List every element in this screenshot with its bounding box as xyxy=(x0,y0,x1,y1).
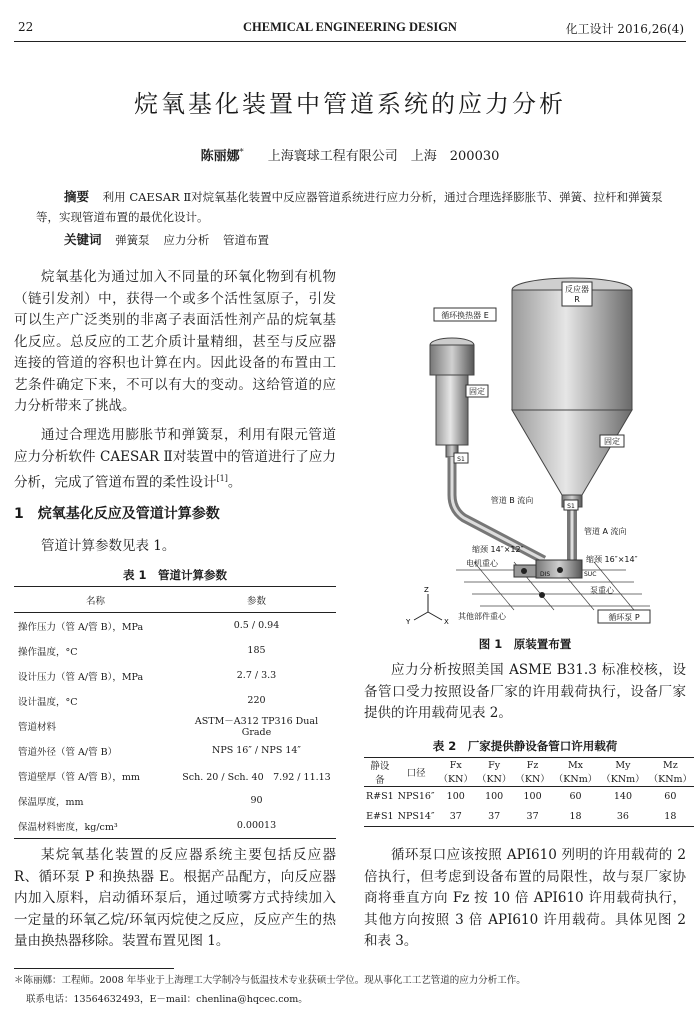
footnote-rule xyxy=(14,968,174,969)
table-header-cell: Mz （KNm） xyxy=(648,759,693,785)
axis-y-label: Y xyxy=(406,618,411,626)
table-cell: 60 xyxy=(664,791,677,803)
abstract-text: 利用 CAESAR Ⅱ对烷氧基化装置中反应器管道系统进行应力分析，通过合理选择膨胀节、弹簧、拉杆和弹簧泵等，实现管道布置的最优化设计。 xyxy=(36,190,663,224)
keyword: 弹簧泵 xyxy=(115,233,150,247)
footnote-contact: 联系电话：13564632493，E－mail：chenlina@hqcec.com。 xyxy=(26,994,308,1005)
keywords xyxy=(64,230,694,250)
figure1-caption: 图 1 原装置布置 xyxy=(478,637,572,651)
table-cell: 设计压力（管 A/管 B），MPa xyxy=(18,671,144,683)
axis-z-label: Z xyxy=(424,586,429,594)
table-cell: 保温厚度，mm xyxy=(18,796,84,808)
table-header-cell: 口径 xyxy=(406,768,426,779)
table-header-cell: 静设备 xyxy=(370,761,390,786)
table-row xyxy=(14,763,336,788)
body-paragraph-5: 应力分析按照美国 ASME B31.3 标准校核，设备管口受力按照设备厂家的许用载荷执行，设备厂家提供的许用载荷见表 2。 xyxy=(364,662,686,721)
table-cell: ASTM－A312 TP316 Dual Grade xyxy=(194,716,319,738)
axis-indicator xyxy=(414,594,442,620)
table-cell: 操作温度，°C xyxy=(18,646,78,658)
reducer-left-label: 缩颈 14″×12″ xyxy=(472,545,524,554)
table-cell: 0.00013 xyxy=(236,820,277,831)
exchanger-label: 循环换热器 E xyxy=(441,311,489,320)
table-cell: 185 xyxy=(247,645,266,656)
reactor-id-label: R xyxy=(574,295,580,304)
table-cell: 设计温度，°C xyxy=(18,696,78,708)
table-header-cell: Mx （KNm） xyxy=(553,759,598,785)
table-header-cell: My （KNm） xyxy=(601,759,645,785)
table-cell: 37 xyxy=(449,810,462,822)
table-header-cell: Fz （KN） xyxy=(515,759,550,785)
journal-name: CHEMICAL ENGINEERING DESIGN xyxy=(243,20,457,34)
table-cell: 管道材料 xyxy=(18,721,57,733)
reducer-right-label: 缩颈 16″×14″ xyxy=(586,555,638,564)
table-cell: 36 xyxy=(616,810,629,822)
author-line xyxy=(0,145,700,164)
keyword: 管道布置 xyxy=(222,233,269,247)
fixed-label: 固定 xyxy=(604,437,620,446)
body-paragraph-4: 某烷氧基化装置的反应器系统主要包括反应器 R、循环泵 P 和换热器 E。根据产品配方，向反应器内加入原料，启动循环泵后，通过喷雾方式持续加入一定量的环氧乙烷/环氧丙烷使之反应，反应产生的热量由换热器移除。装置布置见图 1。 xyxy=(14,847,336,949)
keywords-label: 关键词 xyxy=(64,232,102,247)
s1-left-label: S1 xyxy=(457,456,465,463)
table-row xyxy=(14,613,336,639)
table-row xyxy=(364,787,694,807)
keyword: 应力分析 xyxy=(163,233,210,247)
figure1-illustration xyxy=(364,270,686,632)
table-cell: 2.7 / 3.3 xyxy=(236,670,277,681)
reactor xyxy=(512,278,632,507)
abstract xyxy=(36,187,666,227)
s1-right-label: S1 xyxy=(567,503,575,510)
pipe-a-flow-label: 管道 A 流向 xyxy=(584,527,627,536)
suc-label: SUC xyxy=(584,571,597,578)
table-cell: 0.5 / 0.94 xyxy=(233,620,280,631)
dis-label: DIS xyxy=(540,571,551,578)
pump xyxy=(514,560,582,598)
table-cell: Sch. 20 / Sch. 40 7.92 / 11.13 xyxy=(182,771,331,783)
table-row xyxy=(14,713,336,738)
table-cell: 100 xyxy=(485,791,504,803)
affiliation: 上海寰球工程有限公司 上海 200030 xyxy=(267,149,500,164)
table-cell: R#S1 xyxy=(366,791,394,803)
other-cg-label: 其他部件重心 xyxy=(458,612,506,621)
table-header-cell: 名称 xyxy=(85,595,105,607)
table-cell: 220 xyxy=(247,695,266,706)
table-cell: E#S1 xyxy=(366,810,394,822)
table-header-row xyxy=(14,587,336,613)
table2-caption: 表 2 厂家提供静设备管口许用载荷 xyxy=(432,739,618,753)
table-row xyxy=(14,813,336,839)
table-header-cell: 参数 xyxy=(246,595,266,607)
table-row xyxy=(364,807,694,827)
table-row xyxy=(14,638,336,663)
header-rule xyxy=(14,41,686,42)
author-name: 陈丽娜 xyxy=(200,149,240,164)
table-cell: 操作压力（管 A/管 B），MPa xyxy=(18,621,144,633)
table-cell: 100 xyxy=(446,791,465,803)
article-title: 烷氧基化装置中管道系统的应力分析 xyxy=(134,90,566,118)
table-row xyxy=(14,688,336,713)
table-cell: 18 xyxy=(569,810,582,822)
reference-mark: [1] xyxy=(216,474,228,483)
reactor-label: 反应器 xyxy=(565,285,589,294)
pump-label: 循环泵 P xyxy=(608,613,640,622)
footnote-author: ＊陈丽娜：工程师。2008 年毕业于上海理工大学制冷与低温技术专业获硕士学位。现从事化工工艺管道的应力分析工作。 xyxy=(14,975,526,986)
table-cell: 60 xyxy=(569,791,582,803)
table-cell: 37 xyxy=(488,810,501,822)
table-row xyxy=(14,788,336,813)
body-paragraph-1: 烷氧基化为通过加入不同量的环氧化物到有机物（链引发剂）中，获得一个或多个活性氢原子，引发可以生产广泛类别的非离子表面活性剂产品的烷氧基化反应。总反应的工艺介质计量精细，甚至与反应器连接的管道的容积也计算在内。因此设备的布置由工艺条件确定下来，不可以有大的变动。这给管道的应力分析带来了挑战。 xyxy=(14,269,336,414)
table-cell: NPS16″ xyxy=(397,791,435,803)
table-row xyxy=(14,663,336,688)
journal-issue: 化工设计 2016,26(4) xyxy=(565,22,684,36)
page-number: 22 xyxy=(18,20,34,34)
pipe-b-flow-label: 管道 B 流向 xyxy=(490,496,534,505)
table-header-row xyxy=(364,758,694,787)
axis-x-label: X xyxy=(444,618,449,626)
table1-caption: 表 1 管道计算参数 xyxy=(122,568,227,582)
table-cell: NPS 16″ / NPS 14″ xyxy=(212,745,301,756)
author-mark: * xyxy=(239,147,244,157)
table-cell: 保温材料密度，kg/cm³ xyxy=(18,821,118,833)
section-heading: 1 烷氧基化反应及管道计算参数 xyxy=(14,506,220,522)
pump-cg-label: 泵重心 xyxy=(590,586,614,595)
table-cell: 18 xyxy=(664,810,677,822)
abstract-label: 摘要 xyxy=(64,189,90,204)
table-cell: 140 xyxy=(613,791,632,803)
body-paragraph-2: 通过合理选用膨胀节和弹簧泵，利用有限元管道应力分析软件 CAESAR Ⅱ对装置中的管道进行了应力分析，完成了管道布置的柔性设计[1]。 xyxy=(14,427,336,491)
body-paragraph-3: 管道计算参数见表 1。 xyxy=(41,538,176,554)
body-paragraph-6: 循环泵口应该按照 API610 列明的许用载荷的 2 倍执行，但考虑到设备布置的局限性，故与泵厂家协商将垂直方向 Fz 按 10 倍 API610 许用载荷执行，其他方向按照 3 倍 API610 许用载荷。具体见图 2 和表 3。 xyxy=(364,847,686,949)
table2 xyxy=(364,757,694,827)
table-header-cell: Fx （KN） xyxy=(438,759,473,785)
table-cell: NPS14″ xyxy=(397,810,435,822)
table-row xyxy=(14,738,336,763)
table-cell: 100 xyxy=(523,791,542,803)
motor-cg-label: 电机重心 xyxy=(466,559,498,568)
fixed-label: 固定 xyxy=(469,387,485,396)
table1 xyxy=(14,586,336,839)
table-cell: 37 xyxy=(526,810,539,822)
table-cell: 90 xyxy=(250,795,263,806)
table-cell: 管道外径（管 A/管 B） xyxy=(18,746,118,758)
table-header-cell: Fy （KN） xyxy=(476,759,512,785)
table-cell: 管道壁厚（管 A/管 B），mm xyxy=(18,771,140,783)
